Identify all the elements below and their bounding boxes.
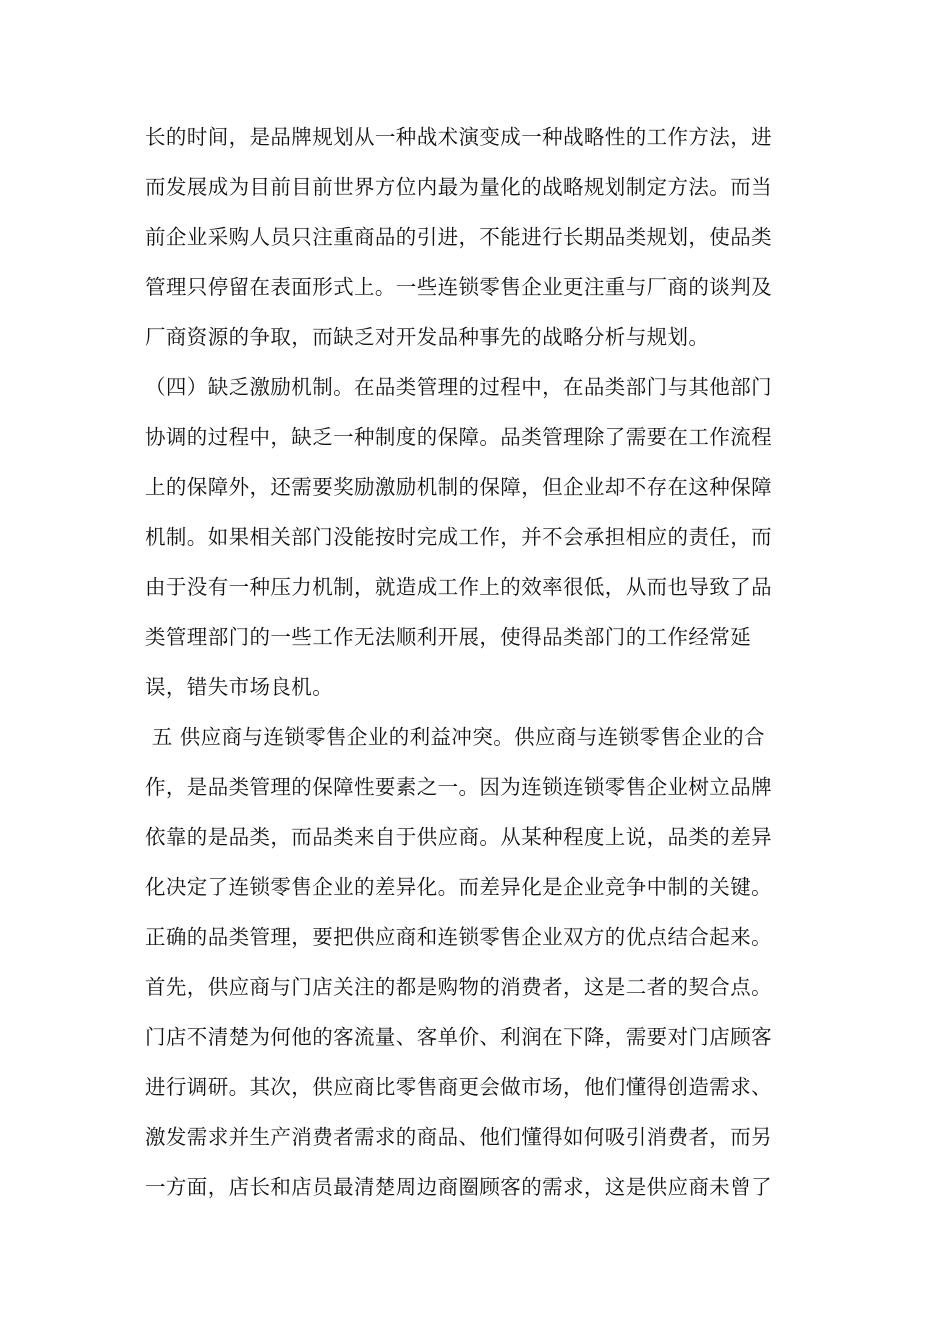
text-line: 类管理部门的一些工作无法顺利开展，使得品类部门的工作经常延 [145,625,752,649]
text-line: 管理只停留在表面形式上。一些连锁零售企业更注重与厂商的谈判及 [145,275,772,299]
text-line: 上的保障外，还需要奖励激励机制的保障，但企业却不存在这种保障 [145,475,772,499]
text-line: 激发需求并生产消费者需求的商品、他们懂得如何吸引消费者，而另 [145,1125,772,1149]
text-line: 误，错失市场良机。 [145,675,334,699]
text-line: 而发展成为目前目前世界方位内最为量化的战略规划制定方法。而当 [145,175,772,199]
text-line: 厂商资源的争取，而缺乏对开发品种事先的战略分析与规划。 [145,325,710,349]
section-heading-five: 五 供应商与连锁零售企业的利益冲突。供应商与连锁零售企业的合 [145,725,765,749]
text-line: 首先，供应商与门店关注的都是购物的消费者，这是二者的契合点。 [145,975,772,999]
body-text [145,112,810,1212]
text-line: 长的时间，是品牌规划从一种战术演变成一种战略性的工作方法，进 [145,125,772,149]
text-line: 前企业采购人员只注重商品的引进，不能进行长期品类规划，使品类 [145,225,772,249]
text-line: 门店不清楚为何他的客流量、客单价、利润在下降，需要对门店顾客 [145,1025,772,1049]
text-line: 依靠的是品类，而品类来自于供应商。从某种程度上说，品类的差异 [145,825,772,849]
text-line: 化决定了连锁零售企业的差异化。而差异化是企业竞争中制的关键。 [145,875,772,899]
text-line: 正确的品类管理，要把供应商和连锁零售企业双方的优点结合起来。 [145,925,772,949]
text-line: 进行调研。其次，供应商比零售商更会做市场，他们懂得创造需求、 [145,1075,772,1099]
text-line: 机制。如果相关部门没能按时完成工作，并不会承担相应的责任，而 [145,525,772,549]
section-heading-four: （四）缺乏激励机制。在品类管理的过程中，在品类部门与其他部门 [145,375,772,399]
text-line: 作，是品类管理的保障性要素之一。因为连锁连锁零售企业树立品牌 [145,775,772,799]
text-line: 一方面，店长和店员最清楚周边商圈顾客的需求，这是供应商未曾了 [145,1175,772,1199]
text-line: 协调的过程中，缺乏一种制度的保障。品类管理除了需要在工作流程 [145,425,772,449]
text-line: 由于没有一种压力机制，就造成工作上的效率很低，从而也导致了品 [145,575,772,599]
